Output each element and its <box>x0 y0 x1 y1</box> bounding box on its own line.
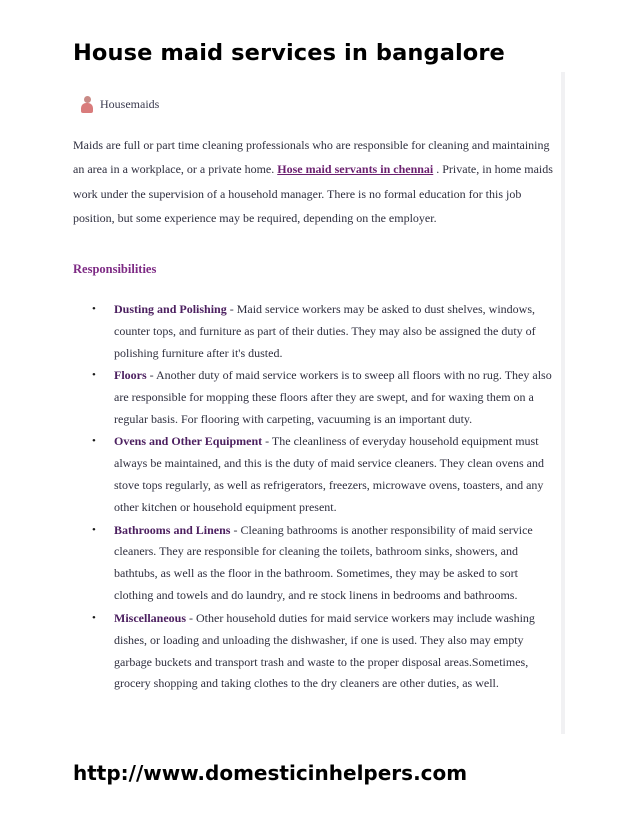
page-title: House maid services in bangalore <box>73 40 505 66</box>
author-byline[interactable] <box>80 95 159 113</box>
chennai-maid-link[interactable]: Hose maid servants in chennai <box>277 162 434 177</box>
item-title: Bathrooms and Linens <box>114 522 231 537</box>
list-item <box>92 431 560 519</box>
item-text: - Other household duties for maid service workers may include washing dishes, or loading and unloading the dishwasher, if one is used. They also may empty garbage buckets and transport trash and waste to the proper disposal areas.Sometimes, grocery shopping and taking clothes to the dry cleaners are other duties, as well. <box>114 610 535 691</box>
item-title: Ovens and Other Equipment <box>114 434 263 449</box>
item-text: - Another duty of maid service workers is to sweep all floors with no rug. They also are responsible for mopping these floors after they are swept, and for waxing them on a regular basis. For flooring with carpeting, vacuuming is an important duty. <box>114 368 552 427</box>
bullet-icon: • <box>92 369 96 382</box>
item-text: - Maid service workers may be asked to dust shelves, windows, counter tops, and furniture as part of their duties. They may also be assigned the duty of polishing furniture after it's dusted. <box>114 302 536 360</box>
bullet-icon: • <box>92 435 96 448</box>
author-name[interactable]: Housemaids <box>100 96 160 111</box>
item-title: Miscellaneous <box>114 610 186 625</box>
user-avatar-icon <box>80 96 94 113</box>
intro-paragraph <box>73 133 559 230</box>
item-text: - Cleaning bathrooms is another responsibility of maid service cleaners. They are responsible for cleaning the toilets, bathroom sinks, showers, and bathtubs, as well as the floor in the bathroom. Sometimes, they may be asked to sort clothing and towels and do laundry, and re stock linens in bedrooms and bathrooms. <box>114 522 533 603</box>
responsibilities-heading: Responsibilities <box>73 262 157 276</box>
item-text: - The cleanliness of everyday household equipment must always be maintained, and this is the duty of maid service cleaners. They clean ovens and stove tops regularly, as well as refrigerators, freezers, microwave ovens, toasters, and any other kitchen or household equipment present. <box>114 434 544 515</box>
footer-url[interactable]: http://www.domesticinhelpers.com <box>73 761 468 785</box>
list-item <box>92 299 560 365</box>
page-edge-divider <box>561 72 565 734</box>
list-item <box>92 520 560 608</box>
list-item <box>92 365 560 431</box>
item-title: Dusting and Polishing <box>114 302 227 316</box>
list-item <box>92 608 560 696</box>
responsibilities-list <box>92 299 560 696</box>
intro-text-after: . Private, in home maids work under the supervision of a household manager. There is no formal education for this job position, but some experience may be required, depending on the employer. <box>73 162 553 225</box>
bullet-icon: • <box>92 611 96 624</box>
intro-text-before: Maids are full or part time cleaning professionals who are responsible for cleaning and maintaining an area in a workplace, or a private home. <box>73 138 550 177</box>
item-title: Floors <box>114 368 147 383</box>
bullet-icon: • <box>92 303 96 315</box>
bullet-icon: • <box>92 523 96 536</box>
